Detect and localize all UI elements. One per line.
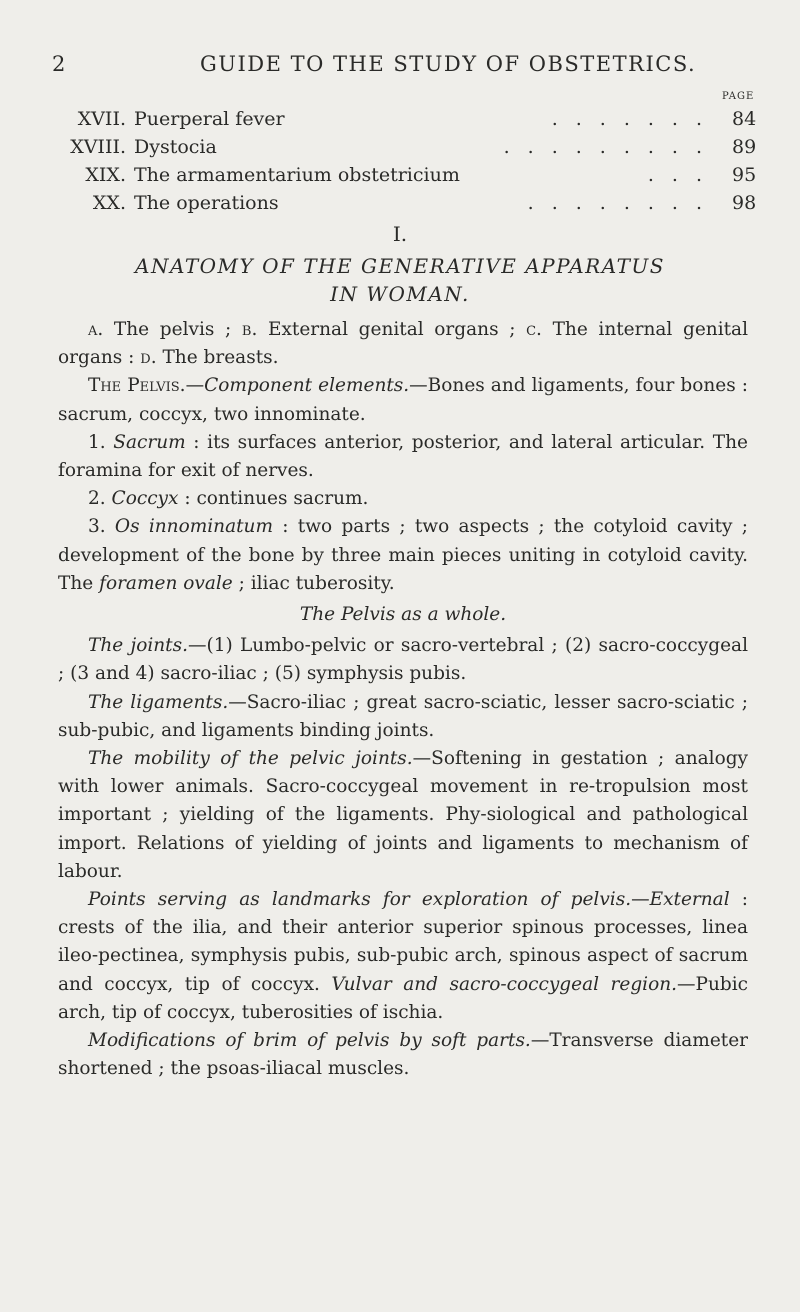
toc-leader: ... [647,164,720,186]
section-number: I. [392,222,408,246]
toc-label: Dystocia [134,136,217,158]
outline-letter-d: d. [140,347,157,369]
paragraph-modifications [58,1027,748,1083]
paragraph-outline [58,316,748,372]
toc-roman: XVII. [77,108,126,130]
paragraph-joints [58,632,748,688]
italic-term: The joints. [88,635,188,657]
paragraph-text: —Pubic arch, tip of coccyx, tuberosities of ischia. [58,973,748,1023]
toc-roman: XVIII. [70,136,126,158]
paragraph-heading: The Pelvis. [88,375,186,397]
italic-term: External [649,889,730,911]
table-of-contents [0,108,800,220]
outline-letter-a: a. [88,319,104,340]
section-title-line-1: ANATOMY OF THE GENERATIVE APPARATUS [135,254,665,278]
toc-leader: ......... [503,136,720,158]
toc-page: 95 [732,164,757,186]
paragraph-text: —Softening in gestation ; analogy with lower animals. Sacro-coccygeal movement in re-tropulsion most important ; yielding of the ligaments. Phy-siological and pathological import. Relations of yielding of joints and ligaments to mechanism of labour. [58,748,748,882]
toc-page-column-label: PAGE [722,91,755,102]
toc-label: Puerperal fever [134,108,285,130]
section-title [60,252,740,308]
italic-term: Os innominatum [114,516,274,538]
paragraph-text: ; iliac tuberosity. [232,572,395,594]
section-title-line-2: IN WOMAN. [330,282,470,306]
dash: — [185,375,205,397]
toc-row [0,136,800,164]
toc-page: 84 [732,108,757,130]
paragraph-text: —Bones and ligaments, four bones : sacrum, coccyx, two innominate. [58,375,749,425]
outline-text: The breasts. [156,347,279,369]
toc-leader: ....... [551,108,720,130]
outline-text: The pelvis ; [103,319,242,340]
paragraph-pelvis [58,372,748,428]
toc-row [0,108,800,136]
outline-text: External genital organs ; [257,319,527,340]
toc-leader: ........ [527,192,720,214]
italic-term: Vulvar and sacro-coccygeal region. [331,973,678,995]
outline-letter-b: b. [241,319,258,340]
paragraph-text: —Sacro-iliac ; great sacro-sciatic, lesser sacro-sciatic ; sub-pubic, and ligaments binding joints. [58,691,748,741]
paragraph-sacrum [58,429,748,485]
dash: — [631,889,650,911]
paragraph-text: —Transverse diameter shortened ; the psoas-iliacal muscles. [58,1030,748,1080]
paragraph-text: —(1) Lumbo-pelvic or sacro-vertebral ; (2) sacro-coccygeal ; (3 and 4) sacro-iliac ; (5) symphysis pubis. [58,635,748,685]
paragraph-ligaments [58,689,748,745]
item-number: 3. [88,516,115,538]
outline-letter-c: c. [526,319,542,340]
italic-term: Sacrum [113,431,186,453]
toc-label: The armamentarium obstetricium [134,164,460,186]
item-number: 1. [88,431,114,453]
toc-page: 89 [732,136,757,158]
paragraph-text: : crests of the ilia, and their anterior superior spinous processes, linea ileo-pectinea, symphysis pubis, sub-pubic arch, spinous aspect of sacrum and coccyx, tip of coccyx. [58,889,748,995]
paragraph-text: : its surfaces anterior, posterior, and lateral articular. The foramina for exit of nerves. [58,431,748,482]
italic-term: The mobility of the pelvic joints. [88,748,413,770]
paragraph-text: : continues sacrum. [178,488,369,510]
paragraph-coccyx [58,485,748,513]
running-title: GUIDE TO THE STUDY OF OBSTETRICS. [200,52,697,76]
paragraph-landmarks [58,886,748,1027]
toc-row [0,192,800,220]
italic-term: Points serving as landmarks for exploration of pelvis. [88,889,632,911]
outline-text: The internal genital organs : [58,319,748,369]
toc-page: 98 [732,192,757,214]
italic-term: foramen ovale [99,572,233,594]
italic-term: Component elements. [204,375,410,397]
item-number: 2. [88,488,112,510]
italic-term: Coccyx [111,488,179,510]
paragraph-os-innominatum [58,513,748,598]
paragraph-text: : two parts ; two aspects ; the cotyloid cavity ; development of the bone by three main pieces uniting in cotyloid cavity. The [58,516,748,594]
toc-row [0,164,800,192]
body-text [58,316,748,1083]
paragraph-mobility [58,745,748,886]
subheading: The Pelvis as a whole. [299,604,507,626]
italic-term: The ligaments. [88,691,229,713]
toc-label: The operations [134,192,279,214]
italic-term: Modifications of brim of pelvis by soft parts. [88,1030,531,1052]
toc-roman: XIX. [85,164,126,186]
toc-roman: XX. [92,192,126,214]
page-number: 2 [52,52,67,76]
